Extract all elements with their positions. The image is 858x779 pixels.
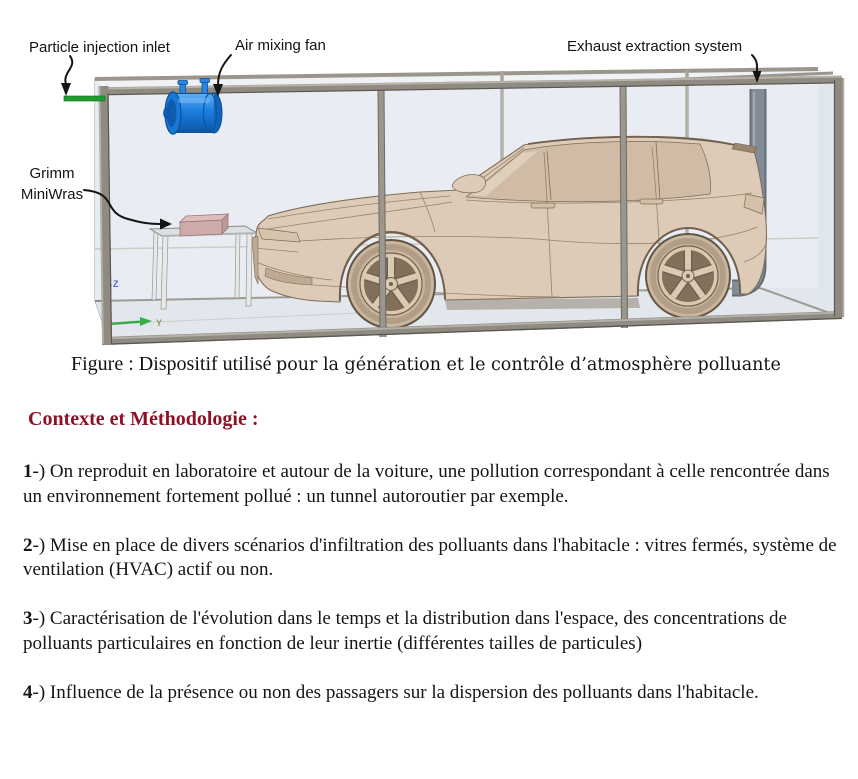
paragraph-3-number: 3 [23,608,33,629]
figure-caption [71,353,781,376]
grimm-label-line1: Grimm [29,165,75,182]
z-axis-label: Z [113,279,119,289]
paragraph-1-text: -) On reproduit en laboratoire et autour de la voiture, une pollution correspondant à celle rencontrée dans un environnement fortement pollué : un tunnel autoroutier par exemple. [23,461,830,507]
y-axis-label: Y [156,318,163,328]
methodology-text [23,460,843,730]
label-grimm-miniwras [6,163,98,205]
paragraph-2 [23,534,843,583]
label-particle-injection-inlet: Particle injection inlet [29,39,170,56]
paragraph-1 [23,460,843,509]
label-exhaust-extraction-system: Exhaust extraction system [567,38,743,55]
particle-inlet-arrow [65,56,72,84]
section-heading: Contexte et Méthodologie : [28,408,259,430]
grimm-label-line2: MiniWras [20,186,84,203]
paragraph-2-number: 2 [23,534,33,556]
paragraph-3 [23,607,843,656]
paragraph-1-number: 1 [23,461,33,482]
injection-inlet-tube [64,96,105,101]
paragraph-4-number: 4 [23,681,33,703]
label-air-mixing-fan: Air mixing fan [235,37,326,54]
paragraph-3-text: -) Caractérisation de l'évolution dans le temps et la distribution dans l'espace, des concentrations de polluants particulaires en fonction de leur inertie (différentes tailles de particules) [23,608,787,654]
paragraph-4-text: -) Influence de la présence ou non des passagers sur la dispersion des polluants dans l'habitacle. [32,681,759,703]
figure-caption-part1: Figure : Dispositif utilisé [71,353,272,375]
paragraph-2-text: -) Mise en place de divers scénarios d'infiltration des polluants dans l'habitacle : vitres fermés, système de ventilation (HVAC) actif ou non. [23,534,837,580]
figure-caption-part2: pour la génération et le contrôle d’atmosphère polluante [276,355,781,375]
paragraph-4 [23,681,843,706]
